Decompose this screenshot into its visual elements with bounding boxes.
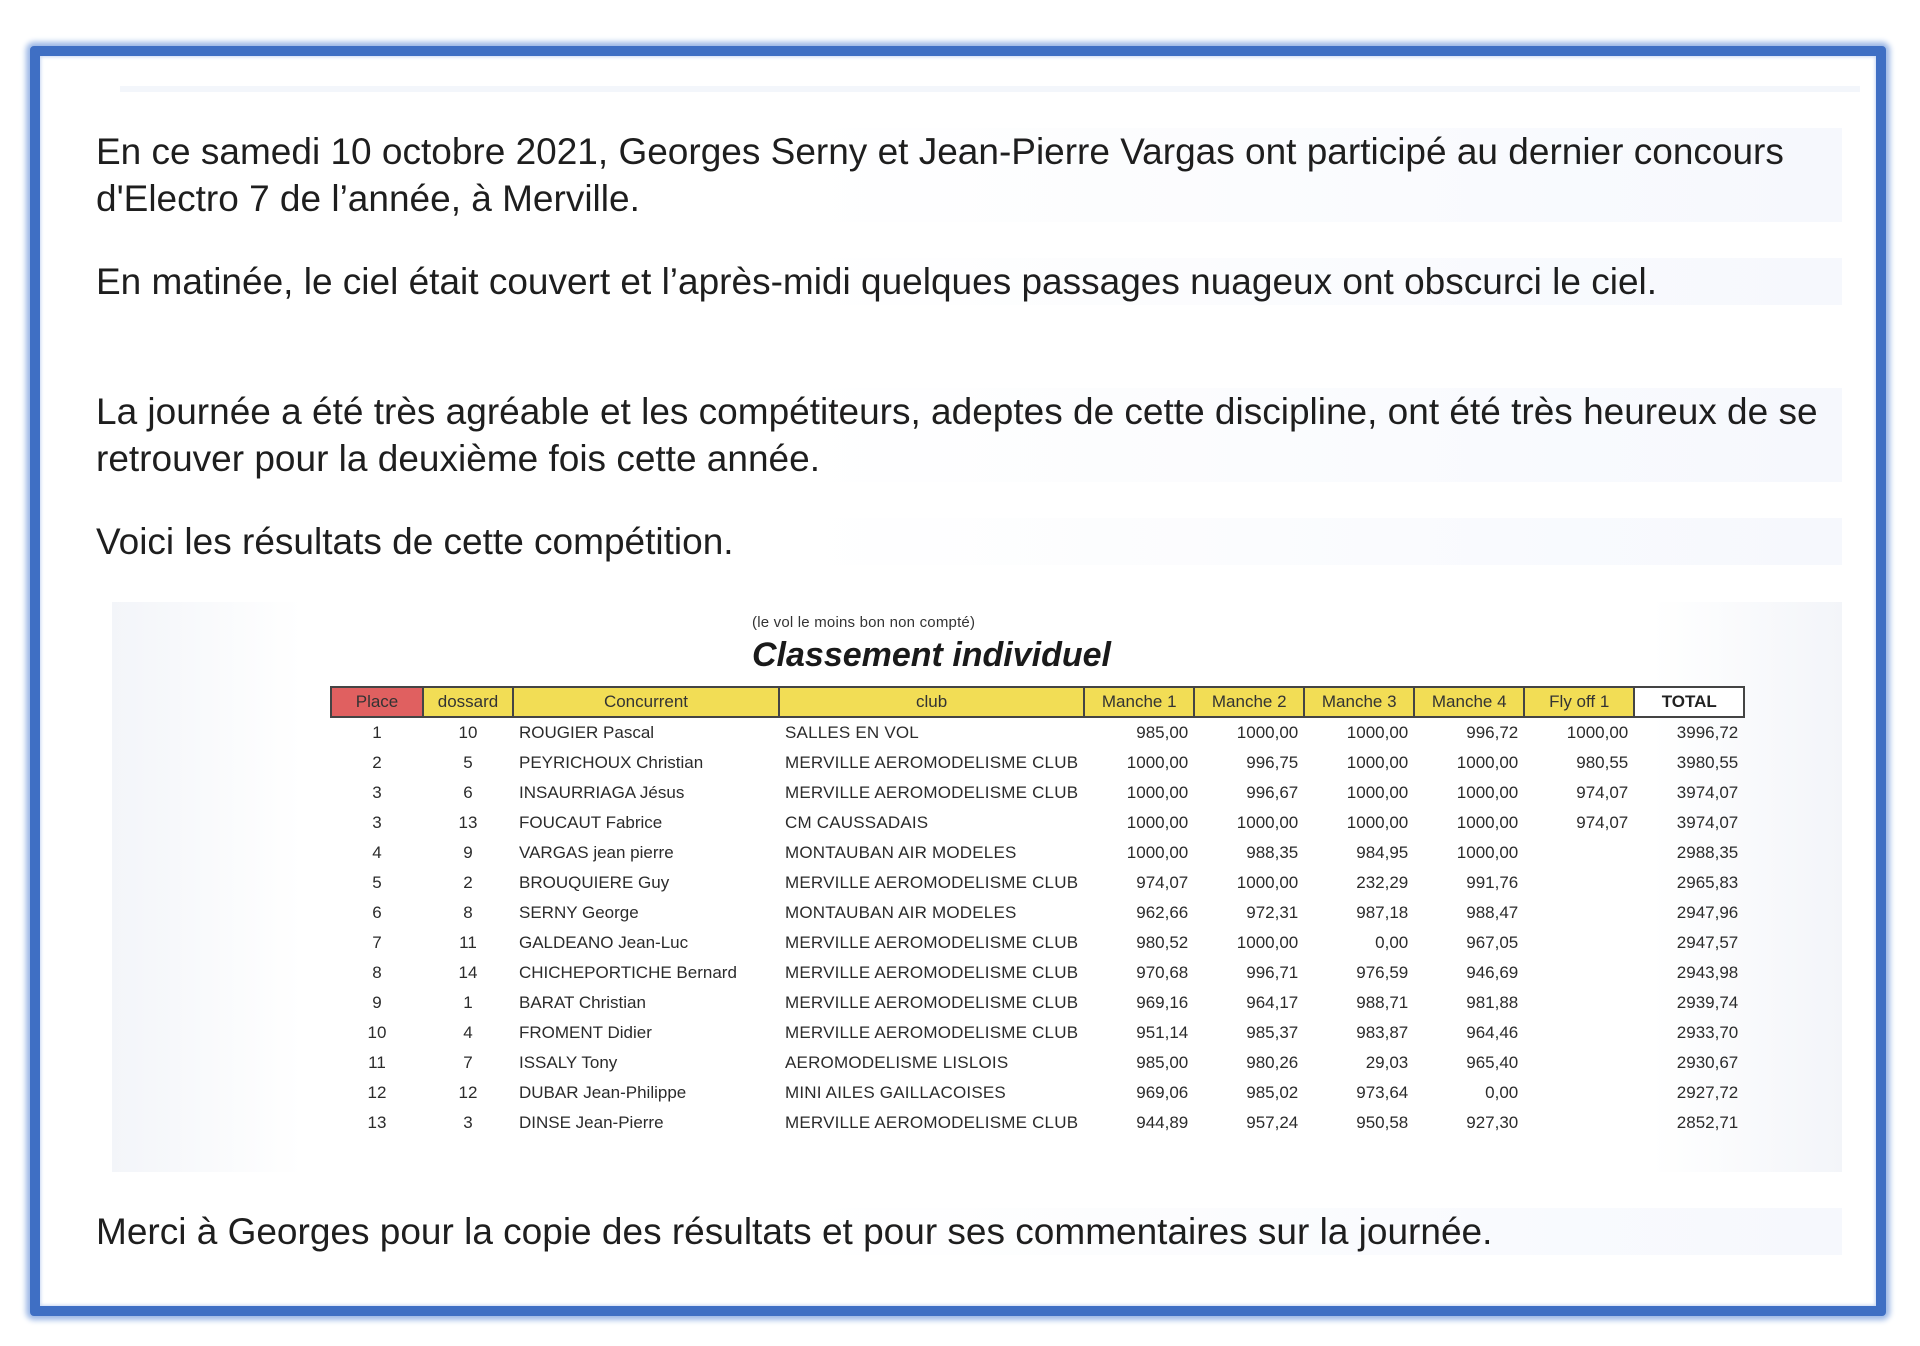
table-cell: 1000,00 [1456,783,1519,802]
table-cell: 1000,00 [1236,933,1299,952]
table-cell: 1000,00 [1126,783,1189,802]
table-cell: 988,35 [1246,843,1299,862]
table-cell: 3974,07 [1676,813,1739,832]
table-row [331,988,1744,1018]
table-cell [1524,928,1634,958]
table-cell [1524,1108,1634,1138]
table-cell: MERVILLE AEROMODELISME CLUB [785,993,1079,1012]
table-cell: 13 [367,1113,387,1132]
table-cell: 7 [463,1053,473,1072]
header-cell: club [779,687,1084,717]
table-row [331,928,1744,958]
table-row [331,808,1744,838]
table-cell: FOUCAUT Fabrice [519,813,663,832]
table-cell: VARGAS jean pierre [519,843,674,862]
table-cell: 1000,00 [1346,723,1409,742]
header-cell: Fly off 1 [1524,687,1634,717]
table-cell: 1000,00 [1456,813,1519,832]
table-cell: 0,00 [1485,1083,1519,1102]
table-cell: MERVILLE AEROMODELISME CLUB [785,873,1079,892]
table-cell: 964,17 [1246,993,1299,1012]
paragraph-intro: En ce samedi 10 octobre 2021, Georges Serny et Jean-Pierre Vargas ont participé au dernier concours d'Electro 7 de l’année, à Merville. [96,128,1842,222]
table-cell: 988,47 [1466,903,1519,922]
table-cell: 3 [463,1113,473,1132]
table-cell: 2930,67 [1676,1053,1739,1072]
table-cell: 991,76 [1466,873,1519,892]
table-cell: 970,68 [1136,963,1189,982]
table-cell: FROMENT Didier [519,1023,652,1042]
table-cell: 1000,00 [1346,783,1409,802]
table-cell: 973,64 [1356,1083,1409,1102]
table-cell: 2933,70 [1676,1023,1739,1042]
table-cell: 964,46 [1466,1023,1519,1042]
table-cell: 980,55 [1576,753,1629,772]
table-cell: GALDEANO Jean-Luc [519,933,689,952]
table-cell: 976,59 [1356,963,1409,982]
results-title: Classement individuel [752,636,1111,674]
table-cell: 969,16 [1136,993,1189,1012]
table-cell: MERVILLE AEROMODELISME CLUB [785,1113,1079,1132]
table-cell: CM CAUSSADAIS [785,813,929,832]
results-scan [112,602,1842,1172]
table-row [331,778,1744,808]
table-cell: ROUGIER Pascal [519,723,655,742]
paragraph-closing: Merci à Georges pour la copie des résultats et pour ses commentaires sur la journée. [96,1208,1842,1255]
table-cell: 1000,00 [1456,753,1519,772]
table-cell: 1000,00 [1566,723,1629,742]
table-cell: MONTAUBAN AIR MODELES [785,843,1017,862]
table-cell: SERNY George [519,903,639,922]
table-cell: 8 [463,903,473,922]
table-cell: 974,07 [1576,813,1629,832]
table-cell: 985,02 [1246,1083,1299,1102]
table-cell: BARAT Christian [519,993,646,1012]
table-cell: 967,05 [1466,933,1519,952]
results-header-row [331,687,1744,717]
table-cell: MERVILLE AEROMODELISME CLUB [785,753,1079,772]
table-cell: 3974,07 [1676,783,1739,802]
table-cell: 1000,00 [1346,813,1409,832]
table-cell: 13 [458,813,478,832]
table-cell: 6 [463,783,473,802]
table-cell: 2988,35 [1676,843,1739,862]
table-cell: 1 [372,723,382,742]
top-rule [120,86,1860,92]
results-table [330,686,1745,1138]
table-cell: CHICHEPORTICHE Bernard [519,963,737,982]
table-cell: 5 [463,753,473,772]
table-cell: 983,87 [1356,1023,1409,1042]
table-row [331,868,1744,898]
table-cell: MONTAUBAN AIR MODELES [785,903,1017,922]
table-row [331,748,1744,778]
table-cell: 987,18 [1356,903,1409,922]
table-cell: 2 [372,753,382,772]
table-cell: 9 [463,843,473,862]
header-cell: Manche 1 [1084,687,1194,717]
table-cell: 11 [368,1053,386,1072]
table-cell: 3 [372,813,382,832]
table-cell: 1000,00 [1126,843,1189,862]
table-cell: 2943,98 [1676,963,1739,982]
table-cell: 985,37 [1246,1023,1299,1042]
table-cell: MERVILLE AEROMODELISME CLUB [785,933,1079,952]
table-cell [1524,1078,1634,1108]
table-cell [1524,988,1634,1018]
table-cell: 12 [458,1083,478,1102]
table-cell [1524,898,1634,928]
table-row [331,1108,1744,1138]
table-cell: 981,88 [1466,993,1519,1012]
table-cell: 1000,00 [1236,723,1299,742]
results-note: (le vol le moins bon non compté) [752,614,976,631]
table-cell: SALLES EN VOL [785,723,919,742]
table-cell: MERVILLE AEROMODELISME CLUB [785,963,1079,982]
header-cell: Place [331,687,423,717]
table-cell: 988,71 [1356,993,1409,1012]
table-cell: 10 [458,723,478,742]
table-cell: 232,29 [1356,873,1409,892]
table-cell: 9 [372,993,382,1012]
table-cell: 965,40 [1466,1053,1519,1072]
table-cell: 2852,71 [1676,1113,1739,1132]
table-cell: 944,89 [1136,1113,1189,1132]
table-cell: 2947,96 [1676,903,1739,922]
table-cell: 2939,74 [1676,993,1739,1012]
table-cell [1524,1048,1634,1078]
table-cell: BROUQUIERE Guy [519,873,670,892]
table-cell: 4 [463,1023,473,1042]
table-cell: MINI AILES GAILLACOISES [785,1083,1006,1102]
table-cell: 6 [372,903,382,922]
table-cell: 974,07 [1576,783,1629,802]
table-row [331,1048,1744,1078]
table-cell: 2 [463,873,473,892]
table-cell: DINSE Jean-Pierre [519,1113,664,1132]
paragraph-day: La journée a été très agréable et les compétiteurs, adeptes de cette discipline, ont été très heureux de se retrouver pour la deuxième fois cette année. [96,388,1842,482]
table-cell: 996,72 [1466,723,1519,742]
table-cell: 927,30 [1466,1113,1519,1132]
table-cell: 984,95 [1356,843,1409,862]
results-body [331,717,1744,1138]
table-cell: 962,66 [1136,903,1189,922]
table-cell: 29,03 [1365,1053,1409,1072]
table-cell: ISSALY Tony [519,1053,618,1072]
table-cell [1524,1018,1634,1048]
paragraph-weather: En matinée, le ciel était couvert et l’après-midi quelques passages nuageux ont obscurci le ciel. [96,258,1842,305]
paragraph-results-intro: Voici les résultats de cette compétition. [96,518,1842,565]
table-cell: 985,00 [1136,1053,1189,1072]
table-cell [1524,958,1634,988]
header-cell: Manche 4 [1414,687,1524,717]
header-cell: Concurrent [513,687,779,717]
table-cell: 996,71 [1246,963,1299,982]
table-cell: 10 [367,1023,387,1042]
table-cell: PEYRICHOUX Christian [519,753,704,772]
table-cell: 2947,57 [1676,933,1739,952]
table-cell: 946,69 [1466,963,1519,982]
table-cell: 1000,00 [1236,813,1299,832]
table-cell: MERVILLE AEROMODELISME CLUB [785,783,1079,802]
table-row [331,717,1744,748]
table-cell: 980,26 [1246,1053,1299,1072]
table-cell: 11 [459,933,477,952]
table-cell: 1000,00 [1456,843,1519,862]
scan-margin-left [112,602,302,1172]
table-cell: 1000,00 [1126,753,1189,772]
table-cell [1524,868,1634,898]
table-cell: 1000,00 [1346,753,1409,772]
table-cell: 7 [372,933,382,952]
table-cell: MERVILLE AEROMODELISME CLUB [785,1023,1079,1042]
table-cell: 5 [372,873,382,892]
table-cell: 985,00 [1136,723,1189,742]
header-cell: Manche 3 [1304,687,1414,717]
table-row [331,1078,1744,1108]
table-cell [1524,838,1634,868]
table-row [331,958,1744,988]
header-cell: Manche 2 [1194,687,1304,717]
table-cell: 12 [367,1083,387,1102]
table-cell: 2927,72 [1676,1083,1739,1102]
table-cell: 996,67 [1246,783,1299,802]
table-cell: 3 [372,783,382,802]
table-cell: DUBAR Jean-Philippe [519,1083,687,1102]
table-cell: 972,31 [1246,903,1299,922]
table-row [331,1018,1744,1048]
table-cell: 980,52 [1136,933,1189,952]
table-cell: 3980,55 [1676,753,1739,772]
table-cell: AEROMODELISME LISLOIS [785,1053,1009,1072]
header-cell: dossard [423,687,513,717]
table-cell: 4 [372,843,382,862]
header-cell: TOTAL [1634,687,1744,717]
table-cell: 2965,83 [1676,873,1739,892]
table-cell: INSAURRIAGA Jésus [519,783,685,802]
table-cell: 1000,00 [1236,873,1299,892]
table-cell: 951,14 [1136,1023,1189,1042]
table-cell: 974,07 [1136,873,1189,892]
table-cell: 1000,00 [1126,813,1189,832]
table-cell: 996,75 [1246,753,1299,772]
table-cell: 8 [372,963,382,982]
table-cell: 969,06 [1136,1083,1189,1102]
table-row [331,838,1744,868]
table-row [331,898,1744,928]
table-cell: 950,58 [1356,1113,1409,1132]
table-cell: 14 [458,963,478,982]
table-cell: 0,00 [1375,933,1409,952]
table-cell: 957,24 [1246,1113,1299,1132]
table-cell: 1 [463,993,473,1012]
table-cell: 3996,72 [1676,723,1739,742]
